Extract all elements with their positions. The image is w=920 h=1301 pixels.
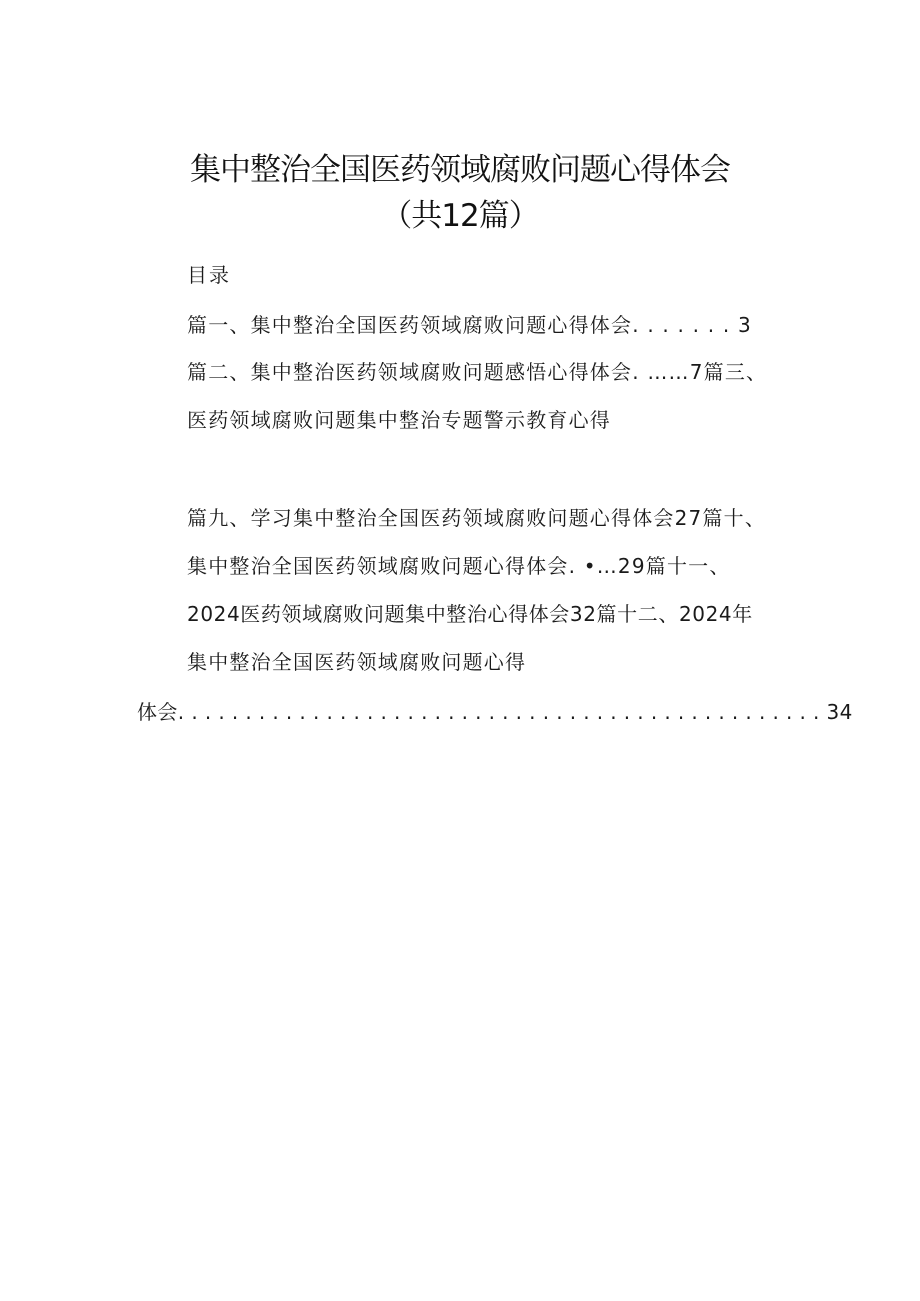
toc-entry: 2024医药领域腐败问题集中整治心得体会32篇十二、2024年 [187, 602, 753, 626]
toc-entry: 篇一、集中整治全国医药领域腐败问题心得体会. . . . . . . 3 [187, 313, 752, 337]
document-title: 集中整治全国医药领域腐败问题心得体会 [190, 152, 730, 188]
toc-entry: 篇二、集中整治医药领域腐败问题感悟心得体会. ……7篇三、 [187, 360, 768, 384]
toc-entry: 篇九、学习集中整治全国医药领域腐败问题心得体会27篇十、 [187, 506, 767, 530]
toc-entry: 体会. . . . . . . . . . . . . . . . . . . . . . . . . . . . . . . . . . . . . . . . . . . . . . . . 34 [137, 700, 853, 724]
toc-heading: 目录 [187, 263, 231, 287]
toc-entry: 集中整治全国医药领域腐败问题心得 [187, 650, 527, 674]
toc-entry: 医药领域腐败问题集中整治专题警示教育心得 [187, 408, 611, 432]
document-subtitle: （共12篇） [381, 198, 539, 234]
toc-entry: 集中整治全国医药领域腐败问题心得体会. •…29篇十一、 [187, 554, 731, 578]
